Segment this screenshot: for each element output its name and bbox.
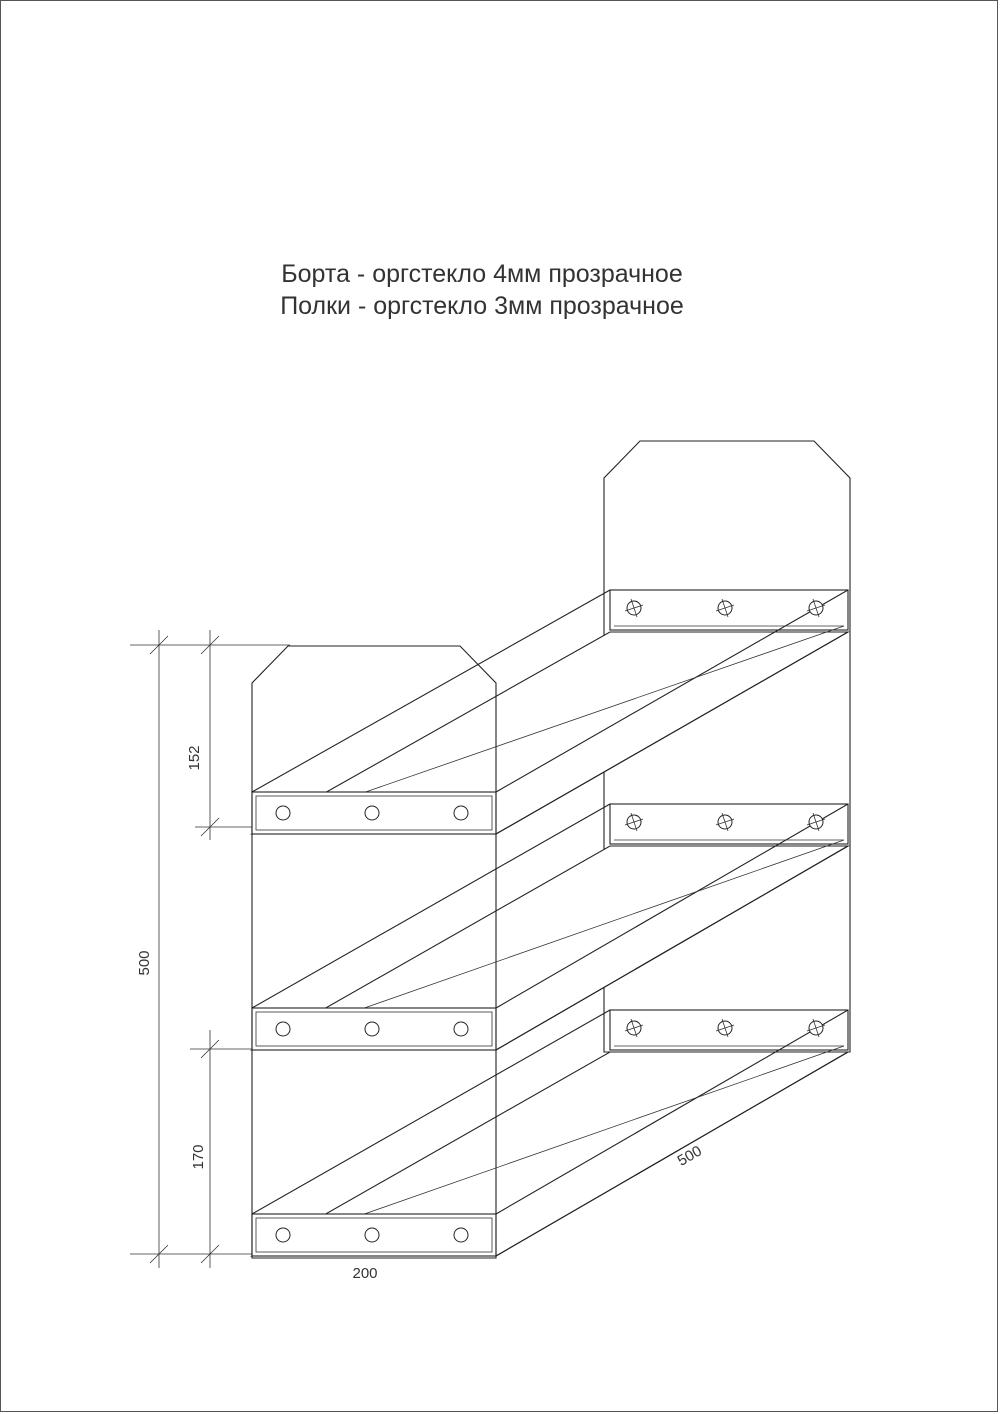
front-rail-hole <box>365 806 379 820</box>
dim-152-label: 152 <box>186 745 203 771</box>
dim-200-label: 200 <box>352 1265 378 1282</box>
material-note-sides: Борта - оргстекло 4мм прозрачное <box>281 260 683 288</box>
front-rail-hole <box>454 806 468 820</box>
dim-170-label: 170 <box>190 1144 207 1170</box>
front-rail-hole <box>365 1022 379 1036</box>
front-rail-hole <box>276 1022 290 1036</box>
front-rail-hole <box>454 1228 468 1242</box>
material-note-shelves: Полки - оргстекло 3мм прозрачное <box>280 292 684 320</box>
front-rail-hole <box>276 806 290 820</box>
front-rail-hole <box>365 1228 379 1242</box>
dim-500-label: 500 <box>136 950 153 976</box>
dim-500-depth-label: 500 <box>674 1142 705 1170</box>
front-rail-hole <box>276 1228 290 1242</box>
front-rail-hole <box>454 1022 468 1036</box>
